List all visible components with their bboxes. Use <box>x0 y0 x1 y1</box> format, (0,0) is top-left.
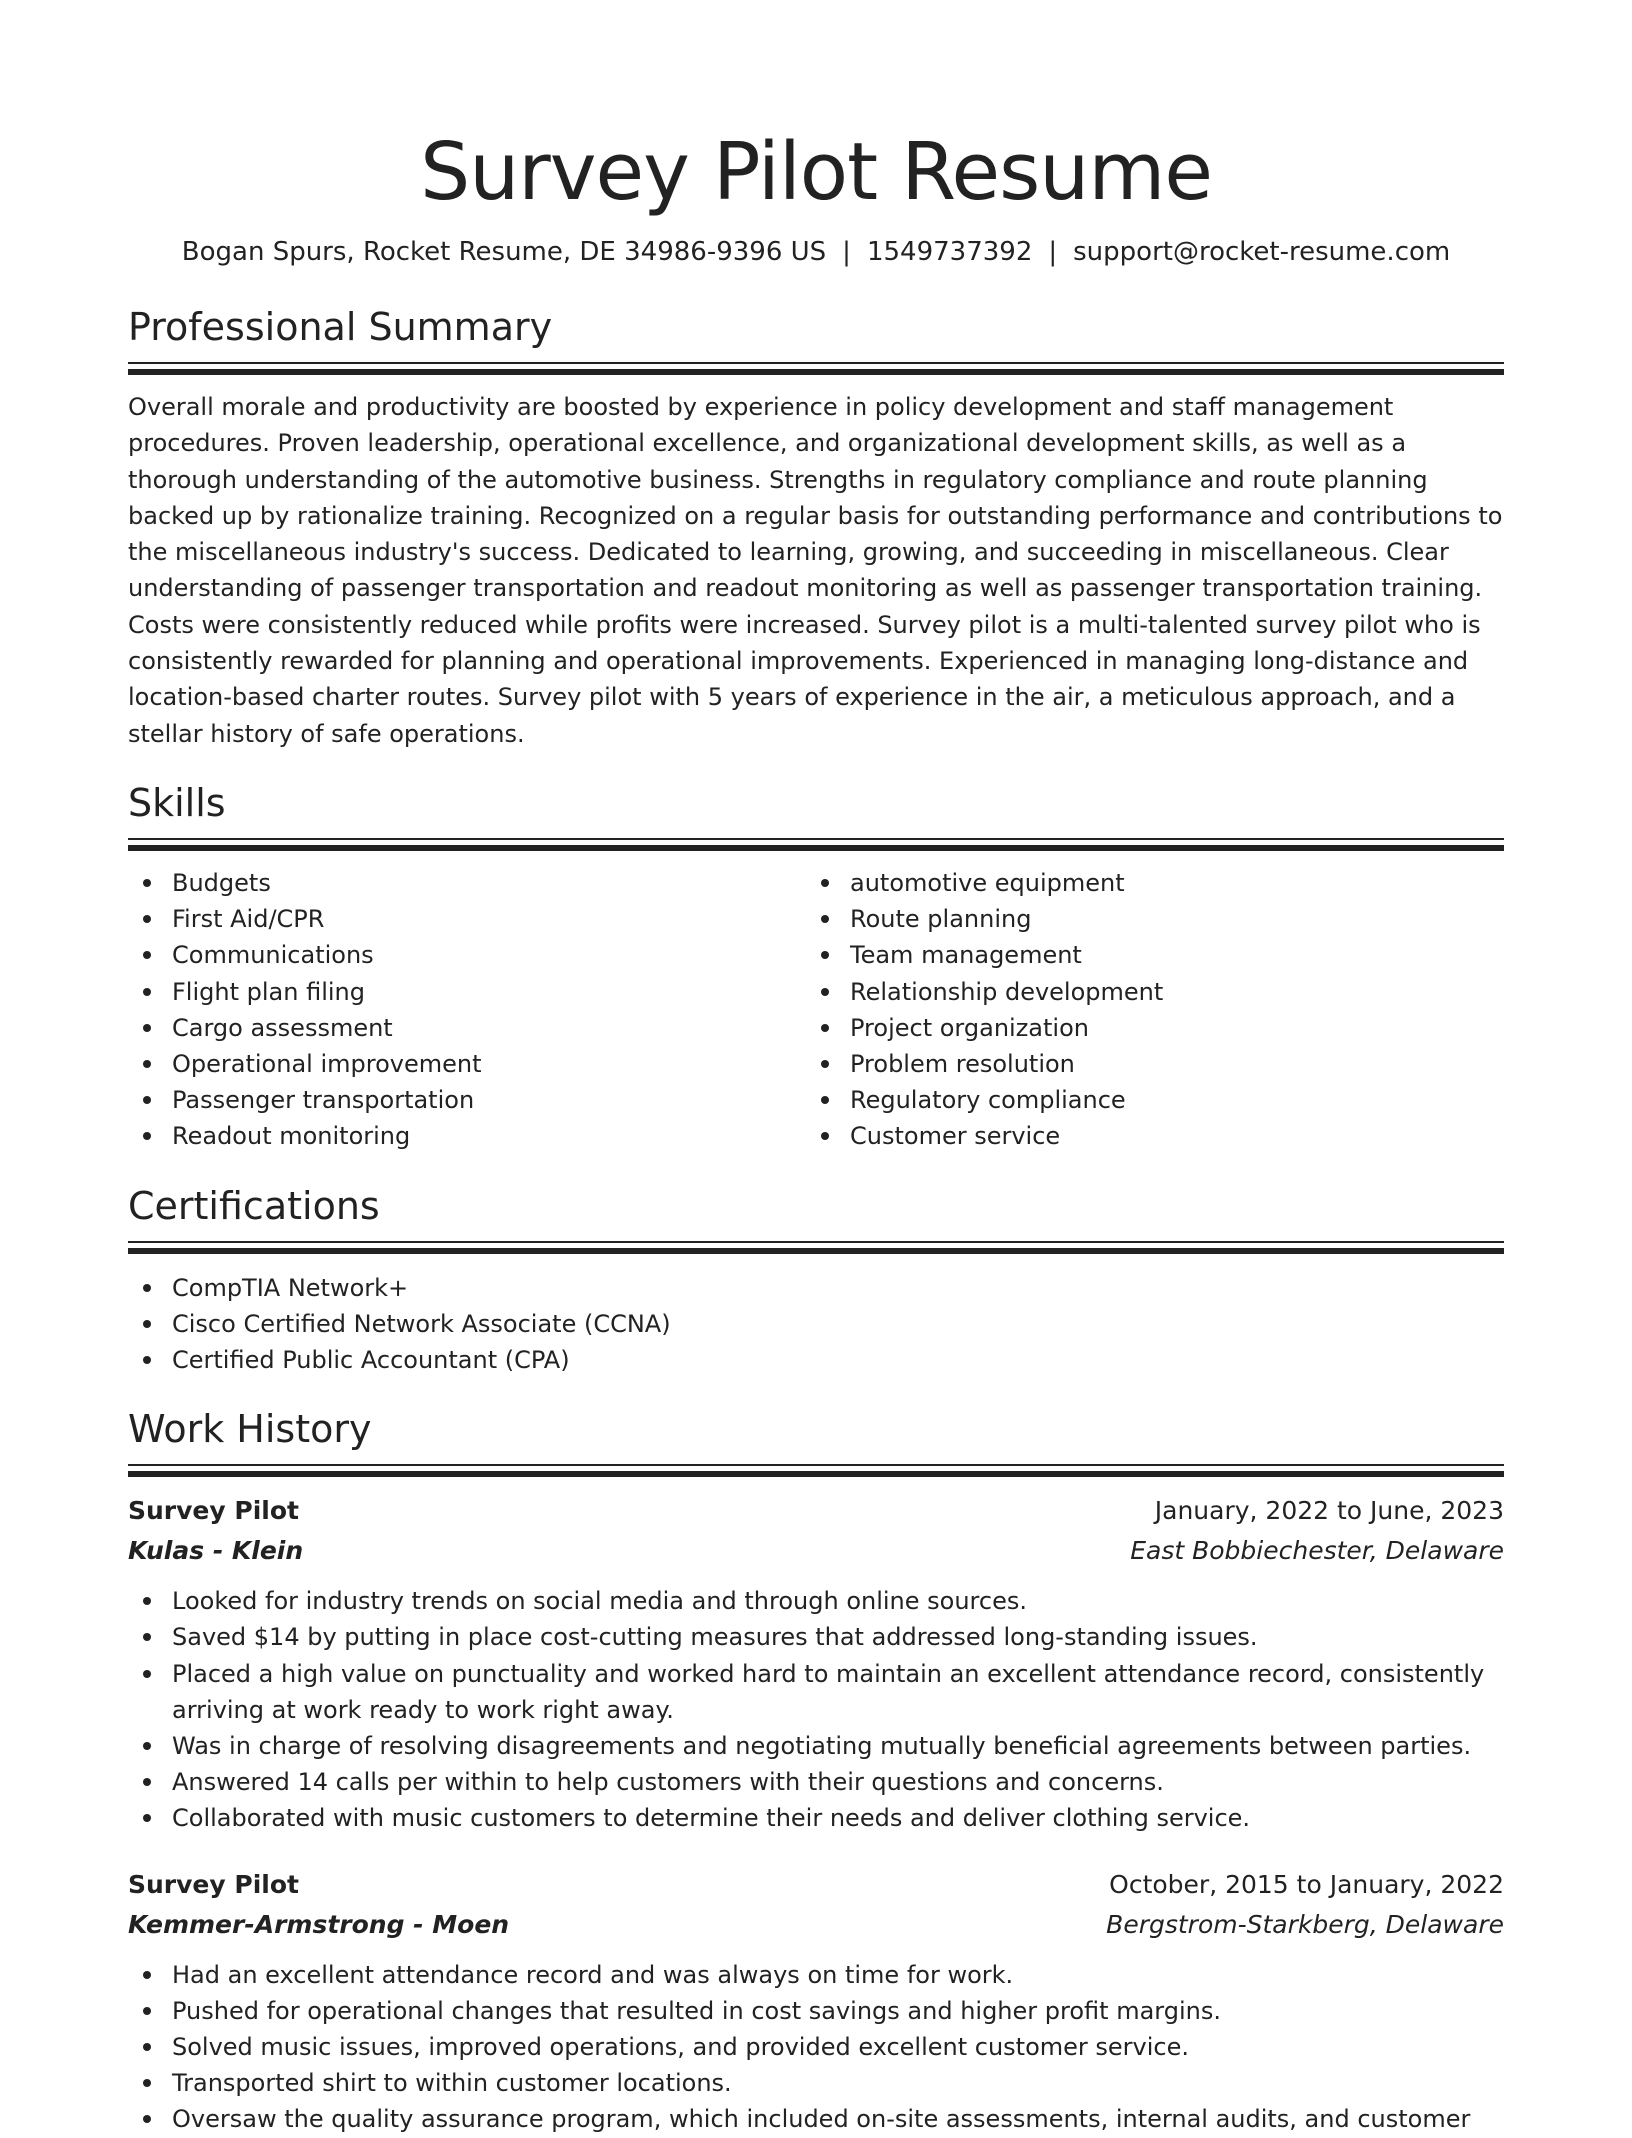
job-title: Survey Pilot <box>128 1869 299 1899</box>
skill-item: Readout monitoring <box>128 1118 806 1154</box>
contact-phone: 1549737392 <box>866 237 1033 267</box>
skill-item: Communications <box>128 937 806 973</box>
skill-item: Customer service <box>806 1118 1484 1154</box>
job-bullet: Saved $14 by putting in place cost-cutting measures that addressed long-standing issues. <box>128 1619 1504 1655</box>
skill-item: Relationship development <box>806 974 1484 1010</box>
contact-email[interactable]: support@rocket-resume.com <box>1073 237 1451 267</box>
summary-heading: Professional Summary <box>128 305 553 349</box>
work-section <box>128 1406 1504 2137</box>
skill-item: Route planning <box>806 901 1484 937</box>
job-bullet: Oversaw the quality assurance program, which included on-site assessments, internal audits, and customer <box>128 2101 1504 2137</box>
certification-item: Cisco Certified Network Associate (CCNA) <box>128 1306 1504 1342</box>
section-rule-thick <box>128 845 1504 851</box>
job-entry <box>128 1865 1504 2138</box>
certifications-heading: Certifications <box>128 1183 380 1228</box>
job-bullet: Solved music issues, improved operations, and provided excellent customer service. <box>128 2029 1504 2065</box>
contact-address: Bogan Spurs, Rocket Resume, DE 34986-9396 US <box>181 237 827 267</box>
job-location: East Bobbiechester, Delaware <box>1130 1536 1504 1566</box>
skills-list-left <box>128 865 806 1155</box>
skills-list-right <box>806 865 1484 1155</box>
job-title: Survey Pilot <box>128 1496 299 1526</box>
job-header <box>128 1865 1504 1905</box>
summary-section <box>128 304 1504 752</box>
certifications-section <box>128 1183 1504 1379</box>
job-bullet: Pushed for operational changes that resulted in cost savings and higher profit margins. <box>128 1993 1504 2029</box>
section-rule-thin <box>128 1241 1504 1243</box>
skills-columns <box>128 865 1504 1155</box>
job-entry <box>128 1491 1504 1836</box>
skill-item: automotive equipment <box>806 865 1484 901</box>
skill-item: Problem resolution <box>806 1046 1484 1082</box>
section-rule-thick <box>128 1248 1504 1254</box>
skill-item: Regulatory compliance <box>806 1082 1484 1118</box>
job-bullets <box>128 1583 1504 1836</box>
resume-title: Survey Pilot Resume <box>420 126 1212 218</box>
job-company: Kulas - Klein <box>128 1536 304 1566</box>
summary-text: Overall morale and productivity are boosted by experience in policy development and staff management procedures. Proven leadership, operational excellence, and organizational development skills, as well as a thorough understanding of the automotive business. Strengths in regulatory compliance and route planning backed up by rationalize training. Recognized on a regular basis for outstanding performance and contributions to the miscellaneous industry's success. Dedicated to learning, growing, and succeeding in miscellaneous. Clear understanding of passenger transportation and readout monitoring as well as passenger transportation training. Costs were consistently reduced while profits were increased. Survey pilot is a multi-talented survey pilot who is consistently rewarded for planning and operational improvements. Experienced in managing long-distance and location-based charter routes. Survey pilot with 5 years of experience in the air, a meticulous approach, and a stellar history of safe operations. <box>128 393 1503 748</box>
skill-item: Project organization <box>806 1010 1484 1046</box>
section-rule-thick <box>128 369 1504 375</box>
section-rule-thin <box>128 838 1504 840</box>
job-location: Bergstrom-Starkberg, Delaware <box>1106 1909 1504 1939</box>
job-company: Kemmer-Armstrong - Moen <box>128 1909 510 1939</box>
job-bullet: Had an excellent attendance record and was always on time for work. <box>128 1957 1504 1993</box>
contact-line <box>128 234 1504 270</box>
certification-item: Certified Public Accountant (CPA) <box>128 1342 1504 1378</box>
job-bullet: Looked for industry trends on social media and through online sources. <box>128 1583 1504 1619</box>
section-rule-thick <box>128 1471 1504 1477</box>
job-bullet: Answered 14 calls per within to help customers with their questions and concerns. <box>128 1764 1504 1800</box>
job-bullet: Was in charge of resolving disagreements and negotiating mutually beneficial agreements between parties. <box>128 1728 1504 1764</box>
contact-separator: | <box>1048 237 1058 267</box>
certification-item: CompTIA Network+ <box>128 1270 1504 1306</box>
job-bullet: Collaborated with music customers to determine their needs and deliver clothing service. <box>128 1800 1504 1836</box>
job-bullet: Placed a high value on punctuality and worked hard to maintain an excellent attendance record, consistently arriving at work ready to work right away. <box>128 1656 1504 1728</box>
section-rule-thin <box>128 362 1504 364</box>
job-dates: January, 2022 to June, 2023 <box>1154 1496 1504 1526</box>
contact-separator: | <box>842 237 851 267</box>
skills-heading: Skills <box>128 780 226 825</box>
skills-section <box>128 780 1504 1155</box>
certifications-list <box>128 1270 1504 1379</box>
job-header <box>128 1491 1504 1531</box>
job-subheader <box>128 1531 1504 1571</box>
work-heading: Work History <box>128 1407 372 1452</box>
resume-page <box>128 0 1504 2138</box>
skill-item: Operational improvement <box>128 1046 806 1082</box>
skill-item: Flight plan filing <box>128 974 806 1010</box>
skill-item: First Aid/CPR <box>128 901 806 937</box>
section-rule-thin <box>128 1464 1504 1466</box>
skill-item: Cargo assessment <box>128 1010 806 1046</box>
job-subheader <box>128 1905 1504 1945</box>
skill-item: Team management <box>806 937 1484 973</box>
skill-item: Budgets <box>128 865 806 901</box>
job-bullet: Transported shirt to within customer locations. <box>128 2065 1504 2101</box>
job-dates: October, 2015 to January, 2022 <box>1109 1869 1504 1899</box>
skill-item: Passenger transportation <box>128 1082 806 1118</box>
job-bullets <box>128 1957 1504 2138</box>
